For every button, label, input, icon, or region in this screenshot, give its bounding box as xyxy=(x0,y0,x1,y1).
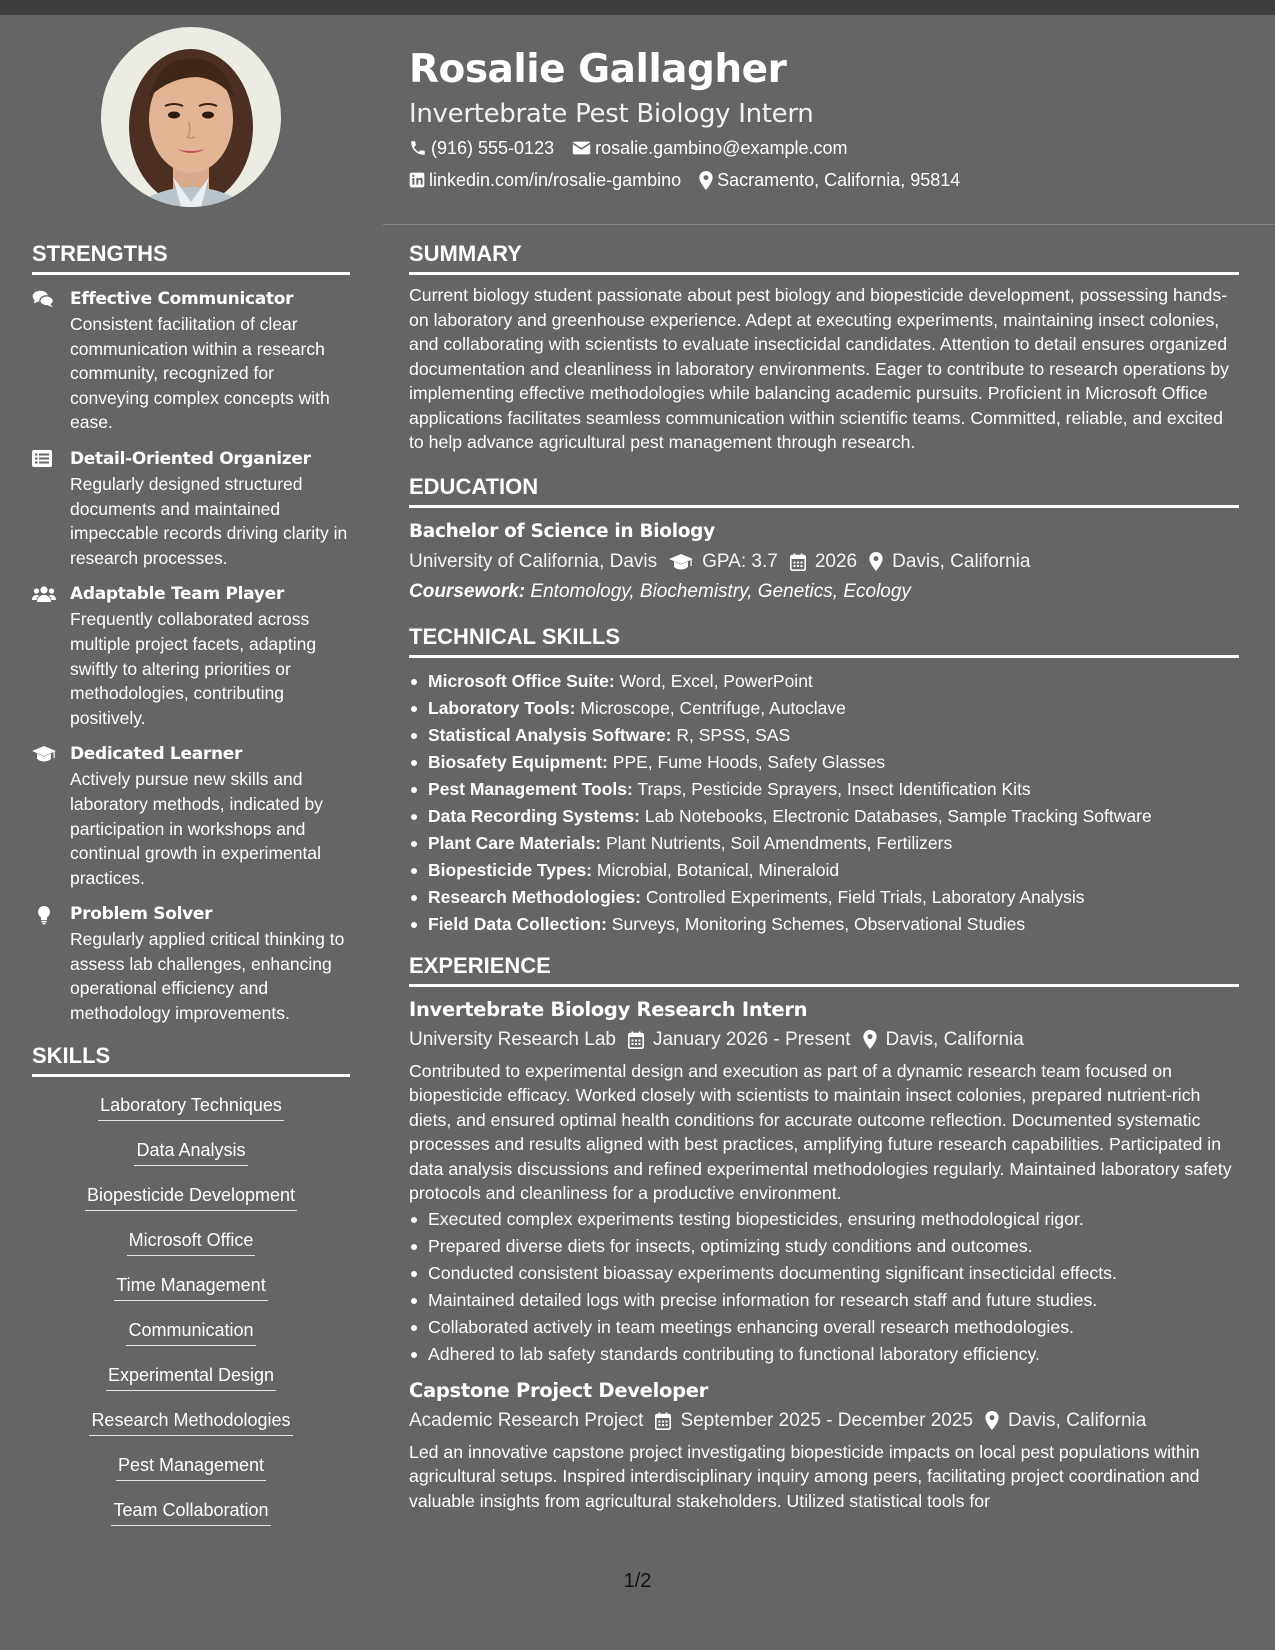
strengths-heading: STRENGTHS xyxy=(32,236,350,275)
skill-values: Surveys, Monitoring Schemes, Observational Studies xyxy=(611,913,1026,934)
job-location: Davis, California xyxy=(885,1028,1024,1050)
graduation-cap-icon xyxy=(32,742,56,890)
list-item xyxy=(409,668,1239,695)
job-location: Davis, California xyxy=(1008,1409,1147,1431)
users-icon xyxy=(32,582,56,730)
linkedin-icon xyxy=(409,172,425,188)
email-contact[interactable] xyxy=(572,132,847,164)
list-item xyxy=(409,722,1239,749)
skills-heading: SKILLS xyxy=(32,1038,350,1077)
phone-contact[interactable] xyxy=(409,132,554,164)
contact-row-2 xyxy=(409,164,1249,196)
strength-title: Problem Solver xyxy=(70,904,213,925)
contact-row-1 xyxy=(409,132,1249,164)
experience-heading: EXPERIENCE xyxy=(409,948,1239,987)
job-title: Capstone Project Developer xyxy=(409,1378,708,1402)
strength-desc: Regularly applied critical thinking to assess lab challenges, enhancing operational efficiency and methodology improvements. xyxy=(70,929,345,1024)
map-marker-icon xyxy=(863,1030,877,1049)
job-org: Academic Research Project xyxy=(409,1409,644,1431)
map-marker-icon xyxy=(869,552,883,571)
strengths-list xyxy=(32,287,350,1026)
list-item: Executed complex experiments testing biopesticides, ensuring methodological rigor. xyxy=(409,1206,1239,1233)
email-text: rosalie.gambino@example.com xyxy=(595,138,848,158)
linkedin-contact[interactable] xyxy=(409,164,681,196)
skill-tag: Research Methodologies xyxy=(89,1406,292,1436)
calendar-icon xyxy=(790,553,806,571)
list-icon xyxy=(32,447,56,570)
strength-title: Detail-Oriented Organizer xyxy=(70,448,311,469)
skill-category: Microsoft Office Suite: xyxy=(428,670,615,691)
skill-values: Traps, Pesticide Sprayers, Insect Identification Kits xyxy=(637,778,1031,799)
strength-title: Adaptable Team Player xyxy=(70,584,284,605)
graduation-year: 2026 xyxy=(814,550,858,572)
skills-section xyxy=(32,1038,350,1541)
job-description: Contributed to experimental design and execution as part of a dynamic research team focused on biopesticide efficacy. Worked closely with scientists to maintain insect colonies, prepared nutrient-rich diets, and ensured optimal health conditions for accurate outcome reflection. Documented systematic processes and results aligned with best practices, amplifying future research capabilities. Participated in data analysis discussions and refined experimental methodologies regularly. Maintained laboratory safety protocols and cleanliness for a productive environment. xyxy=(409,1060,1232,1203)
skill-values: Microscope, Centrifuge, Autoclave xyxy=(580,697,846,718)
list-item xyxy=(409,803,1239,830)
experience-entry xyxy=(409,1376,1239,1514)
envelope-icon xyxy=(572,140,591,156)
coursework-list: Entomology, Biochemistry, Genetics, Ecology xyxy=(530,580,911,602)
skill-tag: Team Collaboration xyxy=(111,1496,270,1526)
skill-category: Data Recording Systems: xyxy=(428,805,641,826)
graduation-cap-icon xyxy=(669,553,693,571)
strength-desc: Regularly designed structured documents and maintained impeccable records driving clarity in research processes. xyxy=(70,473,348,568)
job-org: University Research Lab xyxy=(409,1028,616,1050)
list-item xyxy=(409,857,1239,884)
skill-tag: Pest Management xyxy=(116,1451,266,1481)
phone-text: (916) 555-0123 xyxy=(431,138,555,158)
school-name: University of California, Davis xyxy=(409,550,658,572)
page-number: 1/2 xyxy=(623,1570,652,1592)
skill-category: Pest Management Tools: xyxy=(428,778,633,799)
coursework-label: Coursework: xyxy=(409,580,526,602)
skill-values: Plant Nutrients, Soil Amendments, Fertilizers xyxy=(606,832,953,853)
location-contact xyxy=(699,164,960,196)
top-bar xyxy=(0,0,1275,15)
list-item xyxy=(409,749,1239,776)
skill-category: Research Methodologies: xyxy=(428,886,641,907)
header-divider xyxy=(383,224,1275,225)
lightbulb-icon xyxy=(32,902,56,1025)
strength-title: Effective Communicator xyxy=(70,289,294,309)
strength-desc: Actively pursue new skills and laboratory methods, indicated by participation in workshops and continual growth in experimental practices. xyxy=(70,769,323,888)
education-heading: EDUCATION xyxy=(409,469,1239,508)
strength-item xyxy=(32,902,350,1025)
linkedin-text: linkedin.com/in/rosalie-gambino xyxy=(429,170,682,190)
technical-skills-list xyxy=(409,668,1239,938)
strength-desc: Frequently collaborated across multiple project facets, adapting swiftly to altering priorities or methodologies, contributing positively. xyxy=(70,609,317,728)
list-item: Conducted consistent bioassay experiments documenting significant insecticidal effects. xyxy=(409,1260,1239,1287)
location-text: Sacramento, California, 95814 xyxy=(717,170,961,190)
list-item xyxy=(409,830,1239,857)
skill-values: Controlled Experiments, Field Trials, Laboratory Analysis xyxy=(645,886,1085,907)
skill-category: Biosafety Equipment: xyxy=(428,751,608,772)
comments-icon xyxy=(32,287,56,435)
resume-header xyxy=(409,42,1249,196)
job-description: Led an innovative capstone project investigating biopesticide impacts on local pest populations within agricultural setups. Inspired interdisciplinary inquiry among peers, facilitating project coordination and valuable insights from agricultural stakeholders. Utilized statistical tools for xyxy=(409,1441,1200,1511)
skill-values: Lab Notebooks, Electronic Databases, Sample Tracking Software xyxy=(644,805,1152,826)
technical-skills-heading: TECHNICAL SKILLS xyxy=(409,619,1239,658)
skill-tag: Biopesticide Development xyxy=(85,1181,297,1211)
skill-category: Biopesticide Types: xyxy=(428,859,593,880)
calendar-icon xyxy=(628,1031,644,1049)
skill-values: PPE, Fume Hoods, Safety Glasses xyxy=(612,751,886,772)
job-title: Invertebrate Biology Research Intern xyxy=(409,997,808,1021)
education-meta xyxy=(409,547,1239,577)
skill-category: Statistical Analysis Software: xyxy=(428,724,672,745)
map-marker-icon xyxy=(699,171,713,190)
skill-category: Plant Care Materials: xyxy=(428,832,602,853)
gpa-text: GPA: 3.7 xyxy=(702,550,778,572)
list-item xyxy=(409,695,1239,722)
skill-tag: Microsoft Office xyxy=(127,1226,256,1256)
experience-entry xyxy=(409,995,1239,1368)
right-column xyxy=(409,236,1239,1513)
phone-icon xyxy=(409,139,427,157)
list-item xyxy=(409,776,1239,803)
list-item: Adhered to lab safety standards contributing to functional laboratory efficiency. xyxy=(409,1341,1239,1368)
strength-item xyxy=(32,582,350,730)
skill-tag: Experimental Design xyxy=(106,1361,276,1391)
candidate-title: Invertebrate Pest Biology Intern xyxy=(409,99,814,129)
summary-text: Current biology student passionate about pest biology and biopesticide development, possessing hands-on laboratory and greenhouse experience. Adept at executing experiments, maintaining insect colonies, and collaborating with scientists to evaluate insecticidal candidates. Attention to detail ensures organized documentation and cleanliness in laboratory environments. Eager to contribute to research operations by implementing effective methodologies while balancing academic pursuits. Proficient in Microsoft Office applications facilitates seamless communication within scientific teams. Committed, reliable, and excited to help advance agricultural pest management through research. xyxy=(409,285,1229,452)
strength-item xyxy=(32,742,350,890)
list-item xyxy=(409,884,1239,911)
avatar xyxy=(101,27,281,207)
strength-title: Dedicated Learner xyxy=(70,744,243,765)
strength-desc: Consistent facilitation of clear communication within a research community, recognized for conveying complex concepts with ease. xyxy=(70,314,330,433)
degree-title: Bachelor of Science in Biology xyxy=(409,520,715,542)
summary-heading: SUMMARY xyxy=(409,236,1239,275)
skill-tag: Time Management xyxy=(114,1271,267,1301)
skill-tag: Laboratory Techniques xyxy=(98,1091,284,1121)
job-meta xyxy=(409,1406,1239,1436)
job-dates: September 2025 - December 2025 xyxy=(680,1409,973,1431)
strength-item xyxy=(32,287,350,435)
coursework-line xyxy=(409,577,1239,607)
list-item: Collaborated actively in team meetings enhancing overall research methodologies. xyxy=(409,1314,1239,1341)
skill-values: Microbial, Botanical, Mineraloid xyxy=(596,859,840,880)
map-marker-icon xyxy=(985,1411,999,1430)
job-bullets xyxy=(409,1206,1239,1368)
skills-list xyxy=(32,1091,350,1541)
job-dates: January 2026 - Present xyxy=(652,1028,851,1050)
list-item xyxy=(409,911,1239,938)
strength-item xyxy=(32,447,350,570)
list-item: Maintained detailed logs with precise information for research staff and future studies. xyxy=(409,1287,1239,1314)
list-item: Prepared diverse diets for insects, optimizing study conditions and outcomes. xyxy=(409,1233,1239,1260)
left-column xyxy=(32,236,350,1541)
education-location: Davis, California xyxy=(892,550,1031,572)
skill-category: Laboratory Tools: xyxy=(428,697,576,718)
skill-values: Word, Excel, PowerPoint xyxy=(619,670,813,691)
job-meta xyxy=(409,1025,1239,1055)
skill-tag: Data Analysis xyxy=(134,1136,247,1166)
skill-values: R, SPSS, SAS xyxy=(676,724,791,745)
calendar-icon xyxy=(655,1412,671,1430)
skill-category: Field Data Collection: xyxy=(428,913,607,934)
skill-tag: Communication xyxy=(126,1316,255,1346)
candidate-name: Rosalie Gallagher xyxy=(409,47,787,92)
